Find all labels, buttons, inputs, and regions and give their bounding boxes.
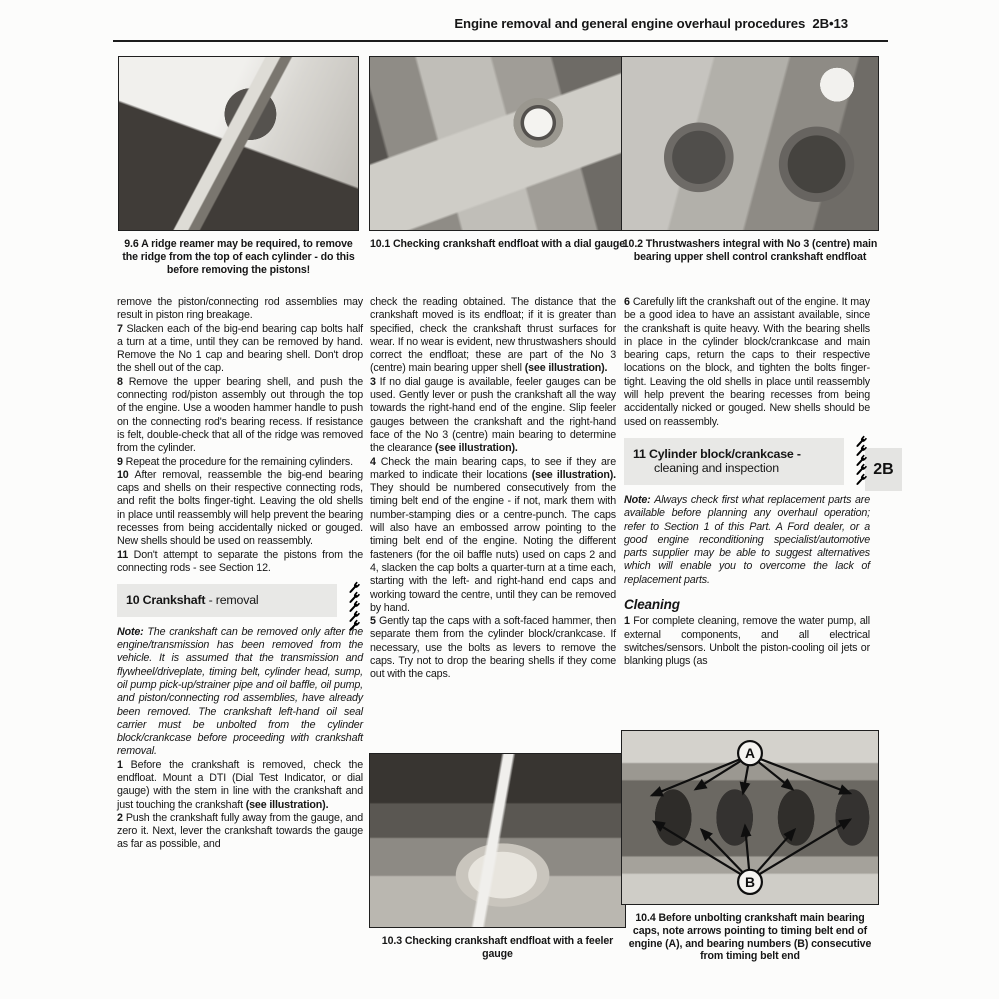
figure-caption: 10.2 Thrustwashers integral with No 3 (centre) main bearing upper shell control crankshaft endfloat (622, 238, 878, 263)
paragraph: 8 Remove the upper bearing shell, and push the connecting rod/piston assembly out through the top of the engine. Use a wooden hammer handle to push on the connecting rod's bearing recess. If resistance is felt, double-check that all of the ridge was removed from the cylinder. (117, 375, 364, 455)
paragraph: 7 Slacken each of the big-end bearing cap bolts half a turn at a time, until they can be removed by hand. Remove the No 1 cap and bearing shell. Don't drop the shell out of the cap. (117, 322, 363, 375)
paragraph: 4 Check the main bearing caps, to see if they are marked to indicate their locations (see illustration). They should be numbered consecutively from the timing belt end of the engine - if not, mark them with number-stamping dies or a centre-punch. The caps will also have an embossed arrow pointing to the timing belt end of the engine. Noting the different fasteners (for the oil baffle nuts) used on caps 2 and 4, slacken the cap bolts a quarter-turn at a time each, starting with the left- and right-hand end caps and working toward the centre, until they can be removed by hand. (370, 455, 616, 614)
note-paragraph: Note: The crankshaft can be removed only after the engine/transmission has been removed from the vehicle. It is assumed that the transmission and flywheel/driveplate, timing belt, cylinder head, sump, oil pump pick-up/strainer pipe and oil baffle, oil pump, and piston/connecting rod assemblies, have already been removed. The crankshaft left-hand oil seal carrier must be unbolted from the cylinder block/crankcase before proceeding with crankshaft removal. (117, 625, 363, 758)
paragraph: 6 Carefully lift the crankshaft out of the engine. It may be a good idea to have an assistant available, since the crankshaft is quite heavy. With the bearing shells in place in the cylinder block/crankcase and main bearing caps, return the caps to their respective locations on the block, and tighten the bolts finger-tight. Leaving the old shells in place until reassembly will help prevent the bearing recesses from being accidentally nicked or gouged. New shells should be used on reassembly. (624, 296, 870, 428)
difficulty-rating (854, 435, 868, 483)
section-11-cylinder-block (624, 438, 870, 485)
cleaning-subheading: Cleaning (624, 597, 680, 613)
column-middle (370, 296, 616, 682)
figure-10-1 (369, 56, 626, 251)
figure-10-4 (621, 730, 879, 963)
photo-thrustwashers (621, 56, 879, 231)
section-title: 10 Crankshaft - removal (126, 593, 259, 608)
section-heading-box (117, 584, 337, 617)
figure-10-3 (369, 753, 626, 961)
paragraph: 1 For complete cleaning, remove the water pump, all external components, and all electrical switches/sensors. Unbolt the piston-cooling oil jets or blanking plugs (as (624, 615, 871, 668)
paragraph: 1 Before the crankshaft is removed, check the endfloat. Mount a DTI (Dial Test Indicator, or dial gauge) with the stem in line with the crankshaft and just touching the crankshaft (see illustration). (117, 758, 364, 811)
label-b-text: B (744, 873, 756, 890)
figure-caption: 10.3 Checking crankshaft endfloat with a feeler gauge (381, 935, 614, 960)
photo-ridge-reamer (118, 56, 359, 231)
paragraph: check the reading obtained. The distance that the crankshaft moved is its endfloat; if it is greater than specified, check the crankshaft thrust surfaces for wear. If no wear is evident, new thrustwashers should correct the endfloat; these are part of the No 3 (centre) main bearing upper shell (see illustration). (370, 296, 616, 375)
paragraph: 9 Repeat the procedure for the remaining cylinders. (117, 455, 353, 468)
chapter-tab: 2B (865, 448, 902, 491)
paragraph: 3 If no dial gauge is available, feeler gauges can be used. Gently lever or push the crankshaft all the way towards the right-hand end of the engine. Slip feeler gauges between the crankshaft and the right-hand face of the No 3 (centre) main bearing to determine the clearance (see illustration). (370, 375, 616, 455)
annotation-arrows (622, 731, 878, 904)
paragraph: 5 Gently tap the caps with a soft-faced hammer, then separate them from the cylinder block/crankcase. If necessary, use the bolts as levers to remove the caps. Try not to drop the bearing shells if they come out with the caps. (370, 615, 616, 681)
photo-feeler-gauge (369, 753, 626, 928)
page-header (113, 16, 848, 31)
header-page-number: 2B•13 (812, 16, 848, 31)
header-title: Engine removal and general engine overhaul procedures (454, 16, 806, 31)
header-rule (113, 40, 888, 42)
label-a-text: A (744, 745, 756, 762)
figure-caption: 10.4 Before unbolting crankshaft main bearing caps, note arrows pointing to timing belt end of engine (A), and bearing numbers (B) consecutive from timing belt end (628, 912, 872, 963)
paragraph: 11 Don't attempt to separate the pistons from the connecting rods - see Section 12. (117, 548, 363, 574)
section-heading-box (624, 438, 844, 485)
section-title-line1: 11 Cylinder block/crankcase - (633, 446, 801, 461)
note-paragraph: Note: Always check first what replacement parts are available before planning any overhaul operation; refer to Section 1 of this Part. A Ford dealer, or a good engine reconditioning specialist/automotive parts supplier may be able to suggest alternatives which will enable you to overcome the lack of replacement parts. (624, 493, 870, 586)
paragraph: remove the piston/connecting rod assemblies may result in piston ring breakage. (117, 296, 363, 322)
paragraph: 2 Push the crankshaft fully away from the gauge, and zero it. Next, lever the crankshaft towards the gauge as far as possible, and (117, 811, 363, 851)
column-right (624, 296, 870, 669)
figure-10-2 (621, 56, 879, 264)
photo-main-bearing-caps (621, 730, 879, 905)
section-10-crankshaft-removal (117, 584, 363, 617)
section-title-line2: cleaning and inspection (654, 461, 779, 476)
figure-caption: 10.1 Checking crankshaft endfloat with a dial gauge (369, 238, 626, 250)
paragraph: 10 After removal, reassemble the big-end bearing caps and shells on their respective connecting rods, and refit the bolts finger-tight. Leaving the old shells in place until reassembly will help prevent the bearing recesses from being accidentally nicked or gouged. New shells should be used on reassembly. (117, 468, 363, 548)
difficulty-rating (347, 581, 361, 629)
photo-dial-gauge (369, 56, 626, 231)
figure-9-6 (118, 56, 359, 276)
column-left (117, 296, 363, 852)
figure-caption: 9.6 A ridge reamer may be required, to remove the ridge from the top of each cylinder - do this before removing the pistons! (122, 238, 355, 276)
